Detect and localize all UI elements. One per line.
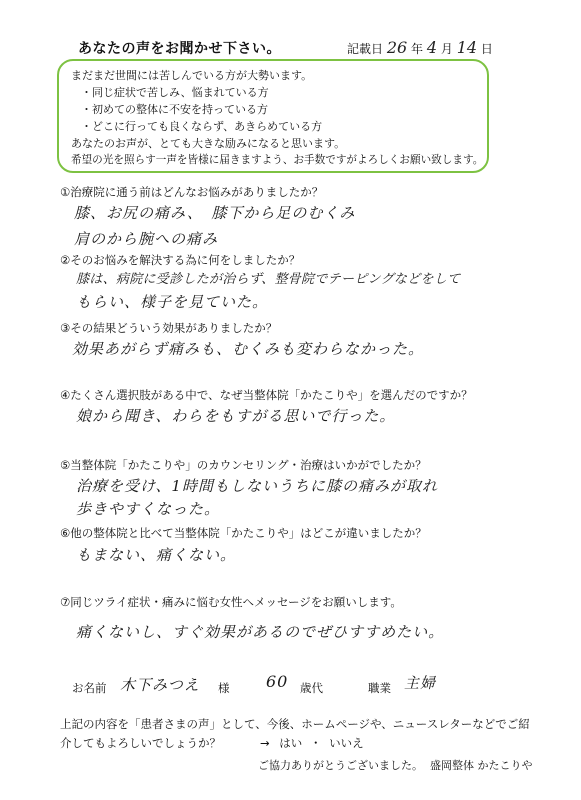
clinic-name: 盛岡整体 かたこりや [430,759,533,772]
question-6: ⑥他の整体院と比べて当整体院「かたこりや」はどこが違いましたか？ [60,526,427,540]
age-value: 60 [266,672,289,691]
question-3: ③その結果どういう効果がありましたか？ [60,321,278,335]
thanks-text: ご協力ありがとうございました。 [258,759,423,772]
consent-options [260,735,364,751]
intro-line: あなたのお声が、とても大きな励みになると思います。 [71,137,346,150]
answer-1-line-1: 膝、お尻の痛み、 膝下から足のむくみ [74,204,356,222]
intro-line: ・初めての整体に不安を持っている方 [81,103,268,116]
answer-2-line-2: もらい、様子を見ていた。 [76,293,269,311]
arrow-icon: → [260,736,270,750]
page-title: あなたの声をお聞かせ下さい。 [78,41,281,57]
option-separator: ・ [309,736,322,750]
question-7: ⑦同じツライ症状・痛みに悩む女性へメッセージをお願いします。 [60,595,402,609]
question-4: ④たくさん選択肢がある中で、なぜ当整体院「かたこりや」を選んだのですか？ [60,388,473,402]
date-year-unit: 年 [411,42,424,56]
date-day-value: 14 [456,38,478,57]
date-year-value: 26 [386,38,408,57]
date-field [347,38,493,57]
intro-line: まだまだ世間には苦しんでいる方が大勢います。 [71,69,313,82]
consent-text-line-2: 介してもよろしいでしょうか？ [60,736,221,750]
intro-line: ・どこに行っても良くならず、あきらめている方 [81,120,323,133]
question-2: ②そのお悩みを解決する為に何をしましたか？ [60,253,301,267]
name-value: 木下みつえ [120,676,200,694]
answer-2-line-1: 膝は、病院に受診したが治らず、整骨院でテーピングなどをして [76,272,461,287]
answer-7: 痛くないし、すぐ効果があるのでぜひすすめたい。 [76,623,445,641]
question-5: ⑤当整体院「かたこりや」のカウンセリング・治療はいかがでしたか？ [60,458,427,472]
occupation-label: 職業 [368,681,391,695]
consent-text-line-1: 上記の内容を「患者さまの声」として、今後、ホームページや、ニュースレターなどでご紹 [60,717,530,731]
answer-4: 娘から聞き、わらをもすがる思いで行った。 [76,407,396,425]
honorific-label: 様 [218,681,230,695]
name-label: お名前 [72,681,107,695]
consent-no-option[interactable]: いいえ [329,736,364,750]
date-label: 記載日 [347,42,384,56]
consent-yes-option[interactable]: はい [279,736,303,750]
question-1: ①治療院に通う前はどんなお悩みがありましたか？ [60,185,324,199]
intro-box [57,59,489,173]
answer-6: もまない、痛くない。 [76,546,237,564]
answer-1-line-2: 肩のから腕への痛み [74,230,219,248]
answer-3: 効果あがらず痛みも、むくみも変わらなかった。 [72,340,425,358]
answer-5-line-2: 歩きやすくなった。 [76,500,221,518]
date-day-unit: 日 [480,42,493,56]
answer-5-line-1: 治療を受け、1時間もしないうちに膝の痛みが取れ [76,477,438,495]
age-label: 歳代 [300,681,323,695]
intro-line: 希望の光を照らす一声を皆様に届きますよう、お手数ですがよろしくお願い致します。 [71,154,484,166]
date-month-unit: 月 [440,42,453,56]
date-month-value: 4 [426,38,438,57]
intro-line: ・同じ症状で苦しみ、悩まれている方 [81,86,269,99]
occupation-value: 主婦 [404,674,437,692]
